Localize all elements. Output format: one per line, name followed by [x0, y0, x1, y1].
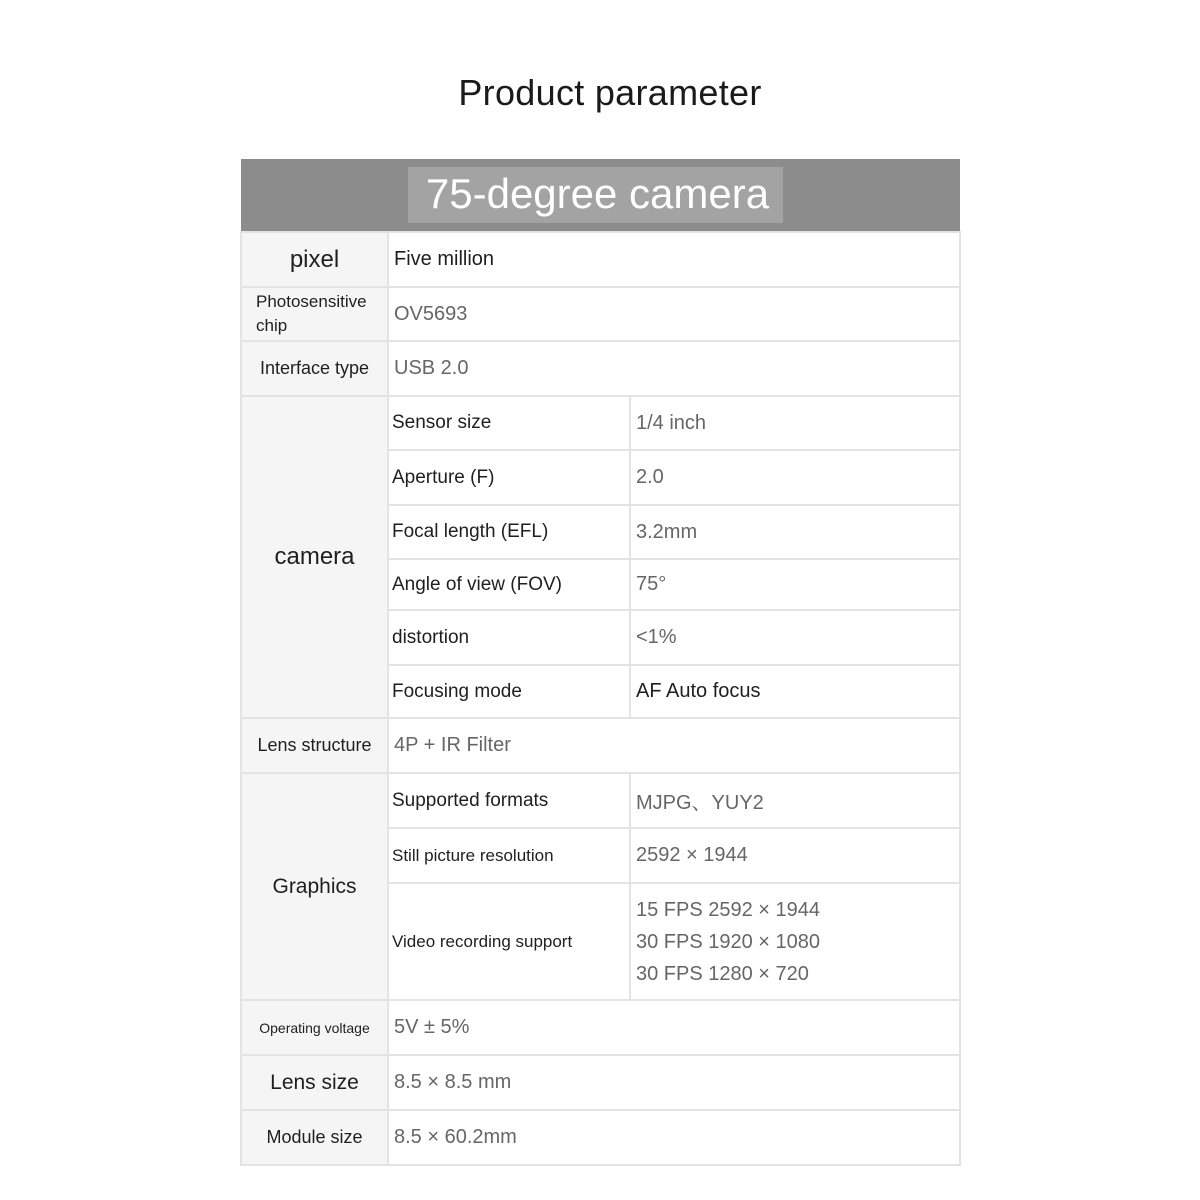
sub-value-video-recording-support [630, 883, 960, 1000]
sub-value-distortion: <1% [630, 610, 960, 665]
page-title: Product parameter [458, 72, 762, 113]
row-label-operating-voltage: Operating voltage [241, 1000, 388, 1055]
row-value-module-size: 8.5 × 60.2mm [388, 1110, 960, 1165]
row-label-interface-type: Interface type [241, 341, 388, 396]
video-mode-line: 30 FPS 1280 × 720 [636, 962, 809, 985]
sub-label-still-picture-resolution: Still picture resolution [388, 828, 630, 883]
table-row [241, 773, 960, 828]
table-row [241, 232, 960, 287]
row-label-module-size: Module size [241, 1110, 388, 1165]
row-value-interface-type: USB 2.0 [388, 341, 960, 396]
table-row [241, 718, 960, 773]
table-row [241, 1110, 960, 1165]
row-label-pixel: pixel [241, 232, 388, 287]
row-label-photosensitive-chip: Photosensitive chip [241, 287, 388, 341]
sub-label-focal-length: Focal length (EFL) [388, 505, 630, 559]
sub-value-sensor-size: 1/4 inch [630, 396, 960, 450]
sub-label-angle-of-view: Angle of view (FOV) [388, 559, 630, 610]
banner-row [241, 159, 960, 232]
row-value-pixel: Five million [388, 232, 960, 287]
sub-value-supported-formats: MJPG、YUY2 [630, 773, 960, 828]
table-row [241, 1000, 960, 1055]
table-row [241, 287, 960, 341]
group-label-camera: camera [241, 396, 388, 718]
sub-value-aperture: 2.0 [630, 450, 960, 505]
banner-cell [241, 159, 960, 232]
row-value-photosensitive-chip: OV5693 [388, 287, 960, 341]
sub-label-video-recording-support: Video recording support [388, 883, 630, 1000]
row-value-operating-voltage: 5V ± 5% [388, 1000, 960, 1055]
sub-label-aperture: Aperture (F) [388, 450, 630, 505]
row-label-lens-structure: Lens structure [241, 718, 388, 773]
row-value-lens-size: 8.5 × 8.5 mm [388, 1055, 960, 1110]
sub-value-angle-of-view: 75° [630, 559, 960, 610]
sub-label-distortion: distortion [388, 610, 630, 665]
sub-value-focal-length: 3.2mm [630, 505, 960, 559]
spec-table [240, 159, 961, 1166]
sub-label-sensor-size: Sensor size [388, 396, 630, 450]
banner-title: 75-degree camera [408, 167, 783, 223]
sub-value-still-picture-resolution: 2592 × 1944 [630, 828, 960, 883]
table-row [241, 1055, 960, 1110]
row-value-lens-structure: 4P + IR Filter [388, 718, 960, 773]
sub-value-focusing-mode: AF Auto focus [630, 665, 960, 718]
sub-label-focusing-mode: Focusing mode [388, 665, 630, 718]
video-mode-line: 30 FPS 1920 × 1080 [636, 930, 821, 953]
table-row [241, 396, 960, 450]
sub-label-supported-formats: Supported formats [388, 773, 630, 828]
table-row [241, 341, 960, 396]
row-label-lens-size: Lens size [241, 1055, 388, 1110]
video-mode-line: 15 FPS 2592 × 1944 [636, 898, 821, 921]
group-label-graphics: Graphics [241, 773, 388, 1000]
